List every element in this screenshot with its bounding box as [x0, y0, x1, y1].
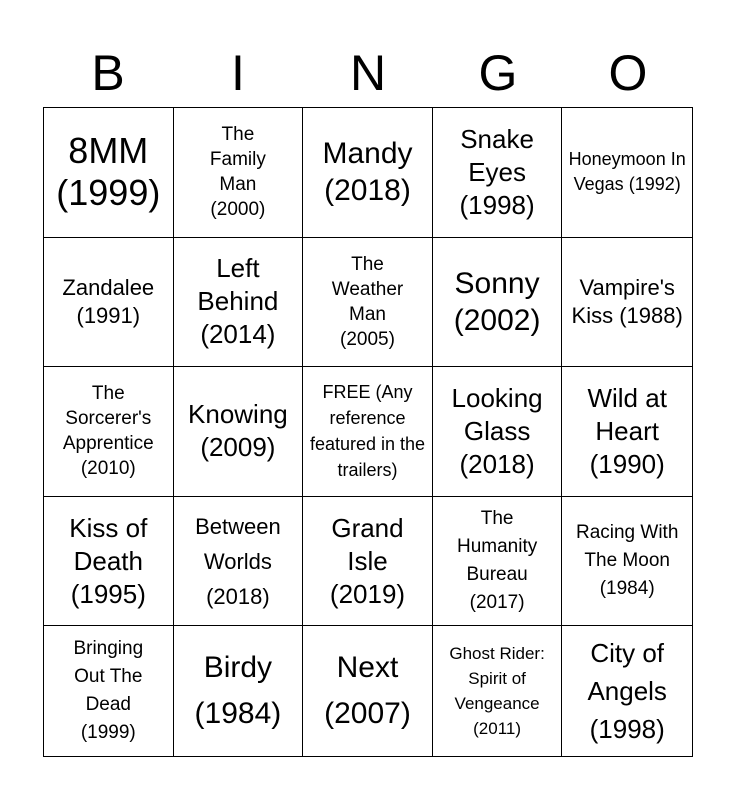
bingo-cell[interactable] — [433, 626, 563, 756]
cell-title: The Family Man — [209, 124, 266, 196]
bingo-cell[interactable] — [562, 626, 692, 756]
cell-title: The Sorcerer's Apprentice — [62, 383, 154, 455]
bingo-cell[interactable] — [433, 497, 563, 627]
cell-year: (1995) — [70, 578, 146, 609]
cell-text — [53, 130, 163, 214]
cell-text — [183, 252, 293, 351]
cell-title: Vampire's Kiss — [571, 274, 675, 328]
cell-title: The Weather Man — [331, 253, 404, 325]
cell-title: The Humanity Bureau — [456, 508, 538, 586]
cell-title: Left Behind — [197, 253, 279, 317]
cell-year: (1998) — [459, 189, 535, 220]
cell-year: (2018) — [206, 583, 270, 609]
cell-text — [307, 645, 427, 737]
cell-title: Racing With The Moon — [575, 522, 679, 572]
cell-title: 8MM — [68, 130, 149, 172]
bingo-cell[interactable] — [303, 108, 433, 238]
cell-year: (2005) — [340, 328, 395, 350]
cell-title: Birdy — [203, 651, 273, 685]
cell-text — [58, 635, 158, 747]
cell-text — [193, 122, 283, 222]
cell-title: Snake Eyes — [460, 123, 534, 187]
bingo-cell[interactable] — [44, 108, 174, 238]
cell-title: City of Angels — [587, 638, 667, 707]
cell-text — [442, 505, 552, 617]
free-space-text: FREE (Any reference featured in the trailers) — [309, 382, 426, 481]
cell-year: (2011) — [473, 719, 522, 739]
cell-title: Zandalee — [62, 274, 155, 300]
cell-title: Honeymoon In Vegas — [568, 149, 686, 195]
header-letter-n: N — [349, 45, 387, 101]
cell-text — [309, 135, 425, 209]
bingo-cell[interactable] — [433, 238, 563, 368]
bingo-cell[interactable] — [303, 626, 433, 756]
bingo-cell[interactable] — [303, 497, 433, 627]
header-letter-b: B — [91, 45, 125, 101]
cell-year: (1992) — [628, 174, 681, 195]
cell-year: (1998) — [589, 714, 665, 745]
bingo-cell[interactable] — [562, 108, 692, 238]
bingo-cell[interactable] — [174, 108, 304, 238]
cell-year: (2010) — [80, 458, 136, 480]
cell-title: Grand Isle — [331, 512, 404, 576]
cell-title: Bringing Out The Dead — [73, 638, 144, 716]
cell-year: (1988) — [619, 302, 683, 328]
bingo-cell[interactable] — [562, 497, 692, 627]
header-letter-i: I — [231, 45, 245, 101]
bingo-cell[interactable] — [174, 626, 304, 756]
cell-text — [572, 519, 682, 603]
bingo-cell[interactable] — [174, 367, 304, 497]
cell-year: (1984) — [599, 578, 655, 600]
cell-year: (2017) — [469, 592, 525, 614]
bingo-cell[interactable] — [562, 367, 692, 497]
cell-text — [567, 274, 687, 330]
cell-title: Mandy — [322, 137, 413, 171]
cell-text — [572, 382, 682, 481]
cell-year: (1991) — [76, 302, 141, 328]
bingo-cell[interactable] — [433, 367, 563, 497]
cell-title: Ghost Rider: Spirit of Vengeance — [449, 644, 545, 714]
cell-text — [178, 645, 298, 737]
bingo-cell[interactable] — [44, 367, 174, 497]
bingo-cell[interactable] — [174, 497, 304, 627]
cell-year: (2009) — [200, 432, 276, 463]
cell-year: (2018) — [324, 174, 411, 208]
cell-title: Knowing — [188, 399, 288, 430]
cell-year: (1999) — [80, 722, 136, 744]
cell-text — [572, 634, 682, 748]
bingo-cell[interactable] — [44, 238, 174, 368]
cell-year: (2000) — [210, 199, 266, 221]
cell-text — [308, 379, 426, 483]
header-letter-g: G — [478, 45, 518, 101]
cell-year: (1990) — [589, 448, 665, 479]
cell-text — [178, 398, 298, 464]
cell-title: Kiss of Death — [69, 512, 148, 576]
cell-text — [438, 382, 556, 481]
cell-text — [48, 381, 169, 481]
cell-text — [322, 252, 412, 352]
bingo-cell[interactable] — [44, 626, 174, 756]
bingo-cell[interactable] — [44, 497, 174, 627]
cell-text — [439, 265, 555, 339]
cell-text — [179, 509, 297, 614]
cell-year: (1984) — [194, 697, 282, 731]
bingo-grid — [43, 107, 693, 757]
cell-year: (1999) — [56, 172, 161, 214]
cell-year: (2019) — [329, 578, 406, 609]
cell-year: (2018) — [459, 448, 535, 479]
cell-text — [58, 512, 158, 611]
cell-year: (2007) — [324, 697, 411, 731]
bingo-header — [43, 40, 693, 106]
bingo-cell[interactable] — [303, 238, 433, 368]
cell-text — [317, 512, 417, 611]
cell-text — [437, 641, 557, 741]
free-space-cell[interactable] — [303, 367, 433, 497]
bingo-cell[interactable] — [174, 238, 304, 368]
cell-text — [568, 147, 686, 197]
cell-year: (2014) — [200, 319, 276, 350]
cell-text — [48, 274, 168, 330]
cell-text — [447, 123, 547, 222]
header-letter-o: O — [608, 45, 648, 101]
cell-title: Wild at Heart — [587, 382, 667, 446]
cell-title: Between Worlds — [195, 513, 281, 574]
bingo-cell[interactable] — [562, 238, 692, 368]
bingo-cell[interactable] — [433, 108, 563, 238]
cell-title: Sonny — [454, 266, 540, 300]
cell-year: (2002) — [453, 303, 541, 337]
cell-title: Next — [336, 651, 399, 685]
cell-title: Looking Glass — [451, 382, 543, 446]
